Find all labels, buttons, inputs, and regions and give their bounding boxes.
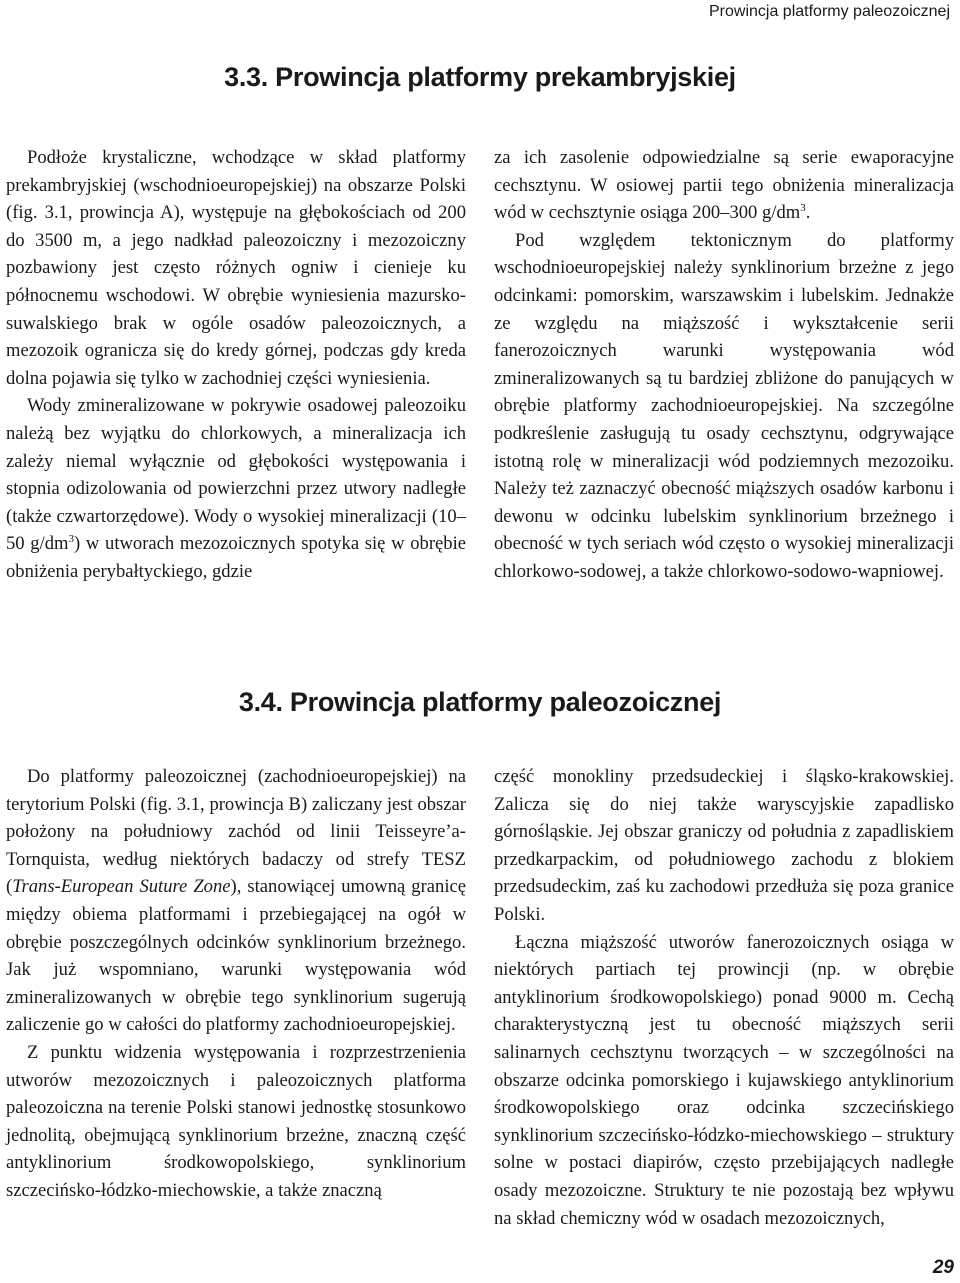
paragraph-text: . [805, 202, 811, 224]
paragraph-text: Wody zmineralizowane w pokrywie osadowej paleozoiku należą bez wyjątku do chlorkowych, a mineralizacja ich zależy niemal wyłącznie od głębokości występowania i stopnia odizolowania od powierzchni przez utwory nadległe (także czwartorzędowe). Wody o wysokiej mineralizacji (10–50 g/dm [6, 395, 466, 555]
paragraph-text: Do platformy paleozoicznej (zachodnioeuropejskiej) na terytorium Polski (fig. 3.1, prowincja B) zaliczany jest obszar położony na południowy zachód od linii Teisseyre’a-Tornquista, według niektórych badaczy od strefy TESZ ( [6, 766, 466, 898]
page-number: 29 [932, 1257, 954, 1278]
section-3-3-right-column [494, 144, 954, 586]
paragraph: Pod względem tektonicznym do platformy wschodnioeuropejskiej należy synklinorium brzeżne z jego odcinkami: pomorskim, warszawskim i lubelskim. Jednakże ze względu na miąższość i wykształcenie serii fanerozoicznych warunki występowania wód zmineralizowanych są tu bardziej zbliżone do panujących w obrębie platformy zachodnioeuropejskiej. Na szczególne podkreślenie zasługują tu osady cechsztynu, odgrywające istotną rolę w mineralizacji wód podziemnych mezozoiku. Należy też zaznaczyć obecność miąższych osadów karbonu i dewonu w odcinku lubelskim synklinorium brzeżnego i obecność w tych seriach wód często o wysokiej mineralizacji chlorkowo-sodowej, a także chlorkowo-sodowo-wapniowej. [494, 229, 954, 582]
section-heading-3-4: 3.4. Prowincja platformy paleozoicznej [238, 687, 722, 717]
superscript: 3 [68, 533, 75, 546]
paragraph-text: ), stanowiącej umowną granicę między obiema platformami i przebiegającej na ogół w obrębie poszczególnych odcinków synklinorium brzeżnego. Jak już wspomniano, warunki występowania wód zmineralizowanych w obrębie tego synklinorium sugerują zaliczenie go w całości do platformy zachodnioeuropejskiej. [6, 876, 466, 1036]
paragraph [494, 144, 954, 227]
paragraph [6, 763, 466, 1039]
section-3-4-left-column [6, 763, 466, 1205]
superscript: 3 [800, 202, 806, 215]
section-3-3-left-column [6, 144, 466, 586]
section-heading-3-3: 3.3. Prowincja platformy prekambryjskiej [224, 62, 736, 92]
running-header: Prowincja platformy paleozoicznej [709, 3, 950, 20]
paragraph: Podłoże krystaliczne, wchodzące w skład platformy prekambryjskiej (wschodnioeuropejskiej) na obszarze Polski (fig. 3.1, prowincja A), występuje na głębokościach od 200 do 3500 m, a jego nadkład paleozoiczny i mezozoiczny pozbawiony jest często różnych ogniw i cienieje ku północnemu wschodowi. W obrębie wyniesienia mazursko-suwalskiego brak w ogóle osadów paleozoicznych, a mezozoik ogranicza się do kredy górnej, podczas gdy kreda dolna pojawia się tylko w zachodniej części wyniesienia. [6, 147, 466, 389]
paragraph-text: za ich zasolenie odpowiedzialne są serie ewaporacyjne cechsztynu. W osiowej partii tego obniżenia mineralizacja wód w cechsztynie osiąga 200–300 g/dm [494, 147, 954, 224]
paragraph [6, 392, 466, 585]
paragraph: Z punktu widzenia występowania i rozprzestrzenienia utworów mezozoicznych i paleozoicznych platforma paleozoiczna na terenie Polski stanowi jednostkę stosunkowo jednolitą, obejmującą synklinorium brzeżne, znaczną część antyklinorium środkowopolskiego, synklinorium szczecińsko-łódzko-miechowskie, a także znaczną [6, 1041, 466, 1201]
paragraph: Łączna miąższość utworów fanerozoicznych osiąga w niektórych partiach tej prowincji (np. w obrębie antyklinorium środkowopolskiego) ponad 9000 m. Cechą charakterystyczną jest tu obecność miąższych serii salinarnych cechsztynu tworzących – w szczególności na obszarze odcinka pomorskiego i kujawskiego antyklinorium środkowopolskiego oraz odcinka szczecińskiego synklinorium szczecińsko-łódzko-miechowskiego – struktury solne w postaci diapirów, często przebijających nadległe osady mezozoiczne. Struktury te nie pozostają bez wpływu na skład chemiczny wód w osadach mezozoicznych, [494, 931, 954, 1229]
italic-term: Trans-European Suture Zone [12, 876, 231, 898]
paragraph: część monokliny przedsudeckiej i śląsko-krakowskiej. Zalicza się do niej także waryscyjskie zapadlisko górnośląskie. Jej obszar graniczy od południa z zapadliskiem przedkarpackim, od południowego zachodu z blokiem przedsudeckim, zaś ku zachodowi przedłuża się poza granice Polski. [494, 766, 954, 925]
section-3-4-right-column [494, 763, 954, 1232]
paragraph-text: ) w utworach mezozoicznych spotyka się w obrębie obniżenia perybałtyckiego, gdzie [6, 533, 466, 582]
